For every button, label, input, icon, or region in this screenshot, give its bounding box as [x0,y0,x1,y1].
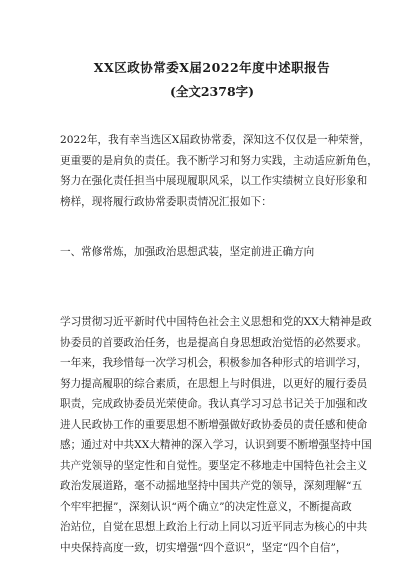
text-line: 治站位，自觉在思想上政治上行动上同以习近平同志为核心的中共 [60,521,368,533]
document-title: XX区政协常委X届2022年度中述职报告 [93,60,331,75]
text-line: 个牢牢把握”，深刻认识“两个确立”的决定性意义，不断提高政 [60,500,352,513]
text-line: 榜样，现将履行政协常委职责情况汇报如下： [60,195,272,208]
text-line: 中央保持高度一致，切实增强“四个意识”，坚定“四个自信”， [60,541,347,554]
body-paragraph [60,312,372,558]
text-line: 职责，完成政协委员光荣使命。我认真学习习总书记关于加强和改 [60,398,368,410]
document-subtitle: (全文2378字) [169,84,255,99]
text-line: 努力在强化责任担当中展现履职风采，以工作实绩树立良好形象和 [60,175,368,187]
text-line: 共产党领导的坚定性和自觉性。要坚定不移地走中国特色社会主义 [60,459,368,472]
text-line: 更重要的是肩负的责任。我不断学习和努力实践，主动适应新角色， [60,154,378,167]
intro-paragraph [60,130,378,212]
section-heading: 一、常修常炼，加强政治思想武装，坚定前进正确方向 [60,246,315,258]
text-line: 感；通过对中共XX大精神的深入学习，认识到要不断增强坚持中国 [60,439,372,451]
text-line: 学习贯彻习近平新时代中国特色社会主义思想和党的XX大精神是政 [60,316,372,328]
text-line: 协委员的首要政治任务，也是提高自身思想政治觉悟的必然要求。 [60,336,368,349]
text-line: 一年来，我珍惜每一次学习机会，积极参加各种形式的培训学习， [60,357,368,369]
text-line: 2022年，我有幸当选区X届政协常委，深知这不仅仅是一种荣誉， [60,134,370,146]
text-line: 努力提高履职的综合素质，在思想上与时俱进，以更好的履行委员 [60,377,368,390]
text-line: 进人民政协工作的重要思想不断增强做好政协委员的责任感和使命 [60,418,368,431]
text-line: 政治发展道路，毫不动摇地坚持中国共产党的领导，深刻理解“五 [60,480,363,492]
